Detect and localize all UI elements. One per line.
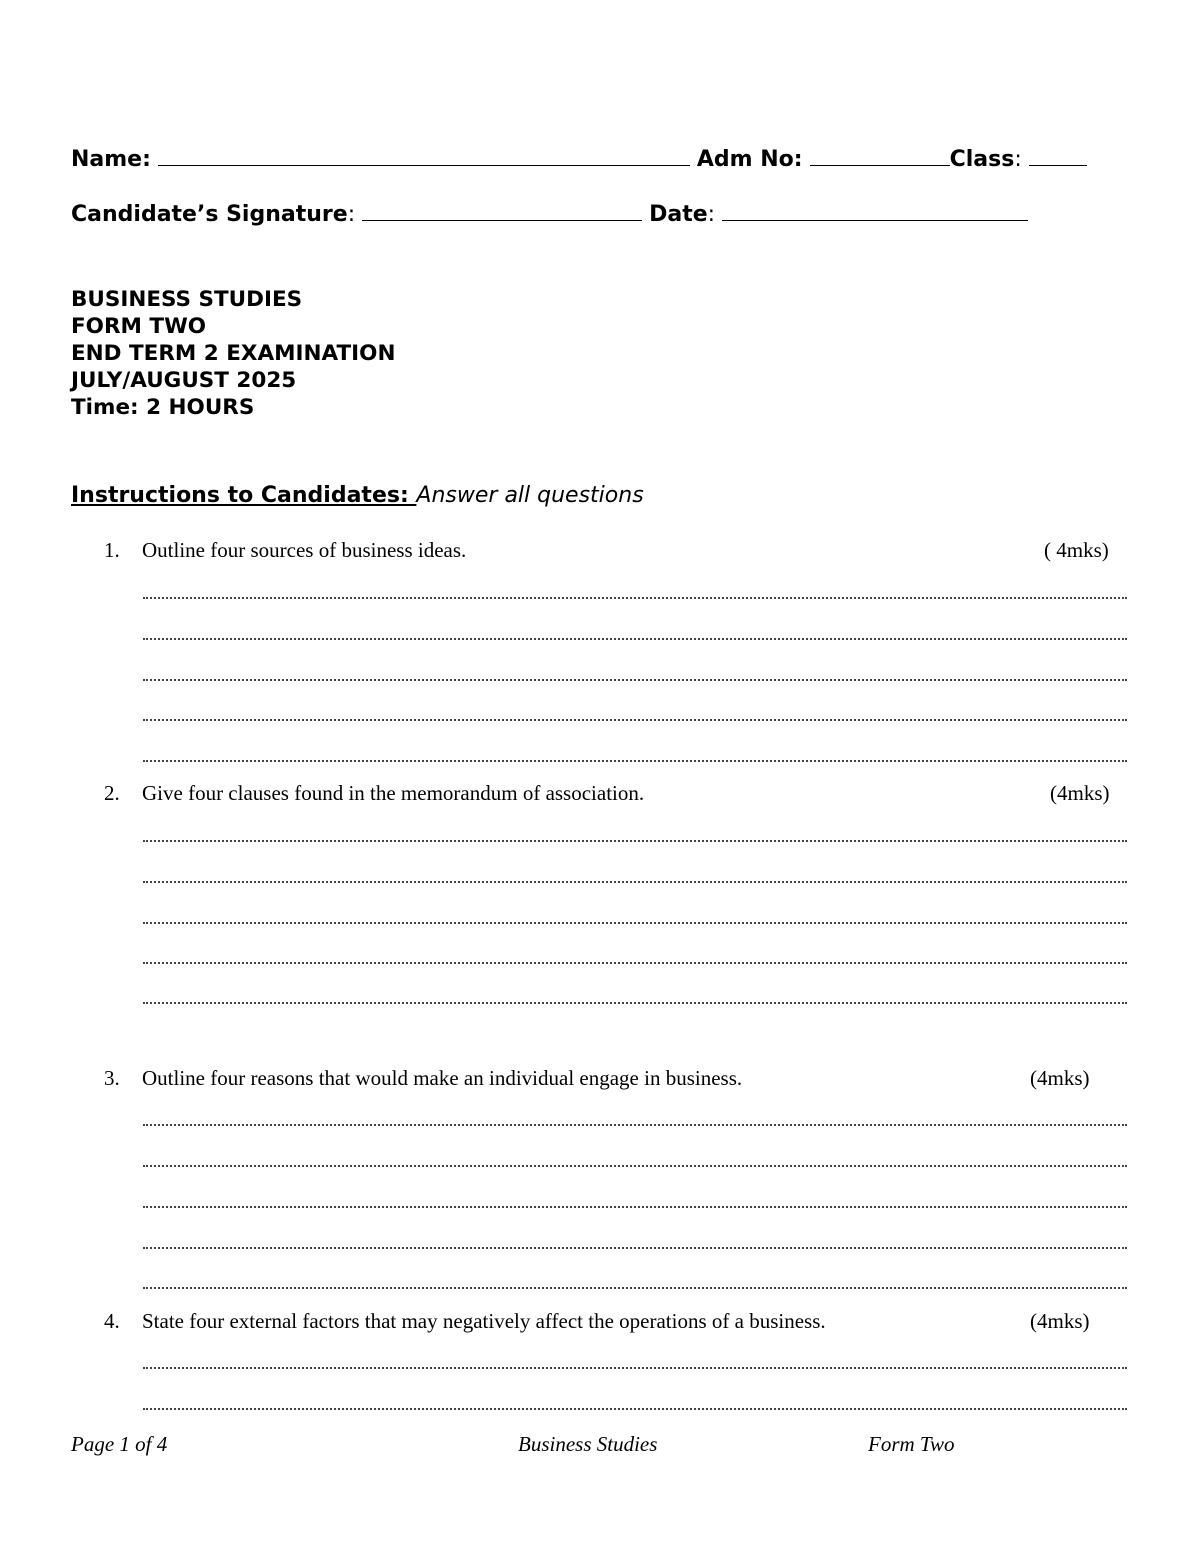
- class-field[interactable]: [1029, 164, 1087, 166]
- answer-line[interactable]: [143, 1002, 1127, 1004]
- exam-title: END TERM 2 EXAMINATION: [71, 341, 396, 366]
- name-field[interactable]: [158, 164, 690, 166]
- name-row: [71, 147, 1087, 172]
- adm-no-field[interactable]: [810, 164, 950, 166]
- question-number: 1.: [104, 538, 120, 562]
- exam-title-block: [71, 286, 395, 421]
- form-title: FORM TWO: [71, 314, 207, 339]
- signature-row: [71, 202, 1028, 227]
- answer-line[interactable]: [143, 1408, 1127, 1410]
- class-colon: :: [1014, 147, 1022, 172]
- footer-form: Form Two: [868, 1432, 955, 1456]
- class-label: Class: [949, 147, 1015, 172]
- adm-no-label: Adm No:: [696, 147, 803, 172]
- question-number: 4.: [104, 1309, 120, 1333]
- answer-line[interactable]: [143, 760, 1127, 762]
- question-number: 3.: [104, 1066, 120, 1090]
- answer-line[interactable]: [143, 840, 1127, 842]
- exam-time: Time: 2 HOURS: [71, 395, 255, 420]
- answer-line[interactable]: [143, 1206, 1127, 1208]
- signature-field[interactable]: [362, 219, 642, 221]
- exam-period: JULY/AUGUST 2025: [71, 368, 297, 393]
- question-text: State four external factors that may negatively affect the operations of a business.: [142, 1309, 826, 1333]
- answer-line[interactable]: [143, 597, 1127, 599]
- question-marks: (4mks): [1050, 781, 1110, 805]
- question-number: 2.: [104, 781, 120, 805]
- subject-title: BUSINESS STUDIES: [71, 287, 303, 312]
- instructions-label: Instructions to Candidates:: [71, 483, 417, 508]
- instructions-text: Answer all questions: [416, 483, 644, 508]
- question-text: Outline four reasons that would make an individual engage in business.: [142, 1066, 743, 1090]
- question-marks: (4mks): [1030, 1309, 1090, 1333]
- answer-line[interactable]: [143, 962, 1127, 964]
- question-marks: ( 4mks): [1044, 538, 1109, 562]
- answer-line[interactable]: [143, 1165, 1127, 1167]
- answer-line[interactable]: [143, 1247, 1127, 1249]
- question-text: Give four clauses found in the memorandum of association.: [142, 781, 645, 805]
- date-colon: :: [707, 202, 716, 227]
- footer-subject: Business Studies: [518, 1432, 658, 1456]
- signature-label: Candidate’s Signature: [71, 202, 348, 227]
- question-marks: (4mks): [1030, 1066, 1090, 1090]
- answer-line[interactable]: [143, 922, 1127, 924]
- date-label: Date: [649, 202, 708, 227]
- answer-line[interactable]: [143, 1367, 1127, 1369]
- name-label: Name:: [71, 147, 151, 172]
- answer-line[interactable]: [143, 1287, 1127, 1289]
- footer-page-number: Page 1 of 4: [71, 1432, 168, 1456]
- signature-colon: :: [347, 202, 356, 227]
- answer-line[interactable]: [143, 638, 1127, 640]
- answer-line[interactable]: [143, 719, 1127, 721]
- answer-line[interactable]: [143, 1124, 1127, 1126]
- answer-line[interactable]: [143, 679, 1127, 681]
- instructions: [71, 483, 644, 508]
- answer-line[interactable]: [143, 881, 1127, 883]
- date-field[interactable]: [722, 219, 1028, 221]
- question-text: Outline four sources of business ideas.: [142, 538, 467, 562]
